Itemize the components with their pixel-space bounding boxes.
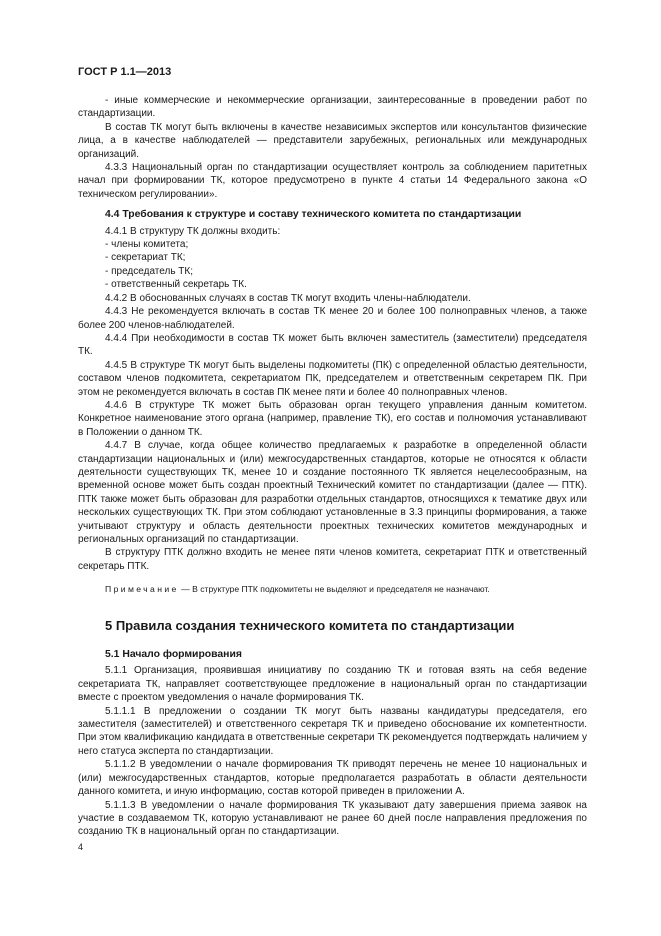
paragraph: 4.4.3 Не рекомендуется включать в состав ТК менее 20 и более 100 полноправных членов, а также более 200 членов-наблюдателей. [78,306,587,331]
list-item: - ответственный секретарь ТК. [105,279,247,291]
paragraph: 5.1.1.3 В уведомлении о начале формирования ТК указывают дату завершения приема заявок на участие в создаваемом ТК, которую устанавливают не ранее 60 дней после направления предложения по созданию ТК в национальный орган по стандартизации. [78,799,587,838]
section-heading-4-4: 4.4 Требования к структуре и составу технического комитета по стандартизации [105,209,522,221]
list-item: - члены комитета; [105,239,189,251]
section-heading-5-1: 5.1 Начало формирования [105,649,242,661]
paragraph: 4.4.6 В структуре ТК может быть образован орган текущего управления данным комитетом. Конкретное наименование этого органа (например, правление ТК), его состав и полномочия устанавливают в Положении о данном ТК. [78,399,587,438]
paragraph: 5.1.1.2 В уведомлении о начале формирования ТК приводят перечень не менее 10 национальных и (или) межгосударственных стандартов, которые предполагается разработать в области деятельности данного комитета, и иную информацию, состав которой приведен в приложении А. [78,759,587,798]
paragraph: В структуру ПТК должно входить не менее пяти членов комитета, секретариат ПТК и ответственный секретарь ПТК. [78,547,587,572]
note-label: Примечание [105,584,179,595]
section-heading-5: 5 Правила создания технического комитета по стандартизации [105,617,515,633]
page-content [78,94,587,839]
paragraph: 4.4.4 При необходимости в состав ТК может быть включен заместитель (заместители) председателя ТК. [78,332,587,358]
paragraph: В состав ТК могут быть включены в качестве независимых экспертов или консультантов физические лица, а в качестве наблюдателей — представители зарубежных, региональных или международных организаций. [78,121,587,160]
page-number: 4 [78,842,84,852]
paragraph: - иные коммерческие и некоммерческие организации, заинтересованные в проведении работ по стандартизации. [78,95,587,120]
paragraph: 4.4.5 В структуре ТК могут быть выделены подкомитеты (ПК) с определенной областью деятельности, составом членов подкомитета, секретариатом ПК, председателем и ответственным секретарем ПК. При этом не рекомендуется включать в состав ПК менее пяти и более 40 полноправных членов. [78,359,587,398]
list-item: - председатель ТК; [105,265,194,277]
list-item: - секретариат ТК; [105,252,186,264]
paragraph: 5.1.1 Организация, проявившая инициативу по созданию ТК и готовая взять на себя ведение секретариата ТК, направляет соответствующее предложение в национальный орган по стандартизации вместе с проектом уведомления о начале формирования ТК. [78,665,587,704]
paragraph: 5.1.1.1 В предложении о создании ТК могут быть названы кандидатуры председателя, его заместителя (заместителей) и ответственного секретаря ТК и приведено обоснование их компетентности. При этом квалификацию кандидата в ответственные секретари ТК рекомендуется подтверждать наличием у него статуса эксперта по стандартизации. [78,705,587,757]
paragraph: 4.4.2 В обоснованных случаях в состав ТК могут входить члены-наблюдатели. [105,292,471,304]
note-text: — В структуре ПТК подкомитеты не выделяют и председателя не назначают. [178,584,490,595]
document-header: ГОСТ Р 1.1—2013 [78,66,172,78]
paragraph: 4.4.1 В структуру ТК должны входить: [105,225,281,237]
paragraph: 4.3.3 Национальный орган по стандартизации осуществляет контроль за соблюдением паритетных начал при формировании ТК, которое предусмотрено в пункте 4 статьи 14 Федерального закона «О техническом регулировании». [78,162,587,200]
note [105,583,587,596]
paragraph: 4.4.7 В случае, когда общее количество предлагаемых к разработке в определенной области стандартизации национальных и (или) межгосударственных стандартов, которые не относятся к области деятельности существующих ТК, менее 10 и создание постоянного ТК является нецелесообразным, на временной основе может быть создан проектный Технический комитет по стандартизации (далее — ПТК). ПТК также может быть образован для разработки отдельных стандартов, относящихся к тематике двух или нескольких существующих ТК. При этом соблюдают установленные в 3.3 принципы формирования, а также учитывают структуру и область деятельности проектных технических комитетов международных и региональных организаций по стандартизации. [78,440,587,545]
